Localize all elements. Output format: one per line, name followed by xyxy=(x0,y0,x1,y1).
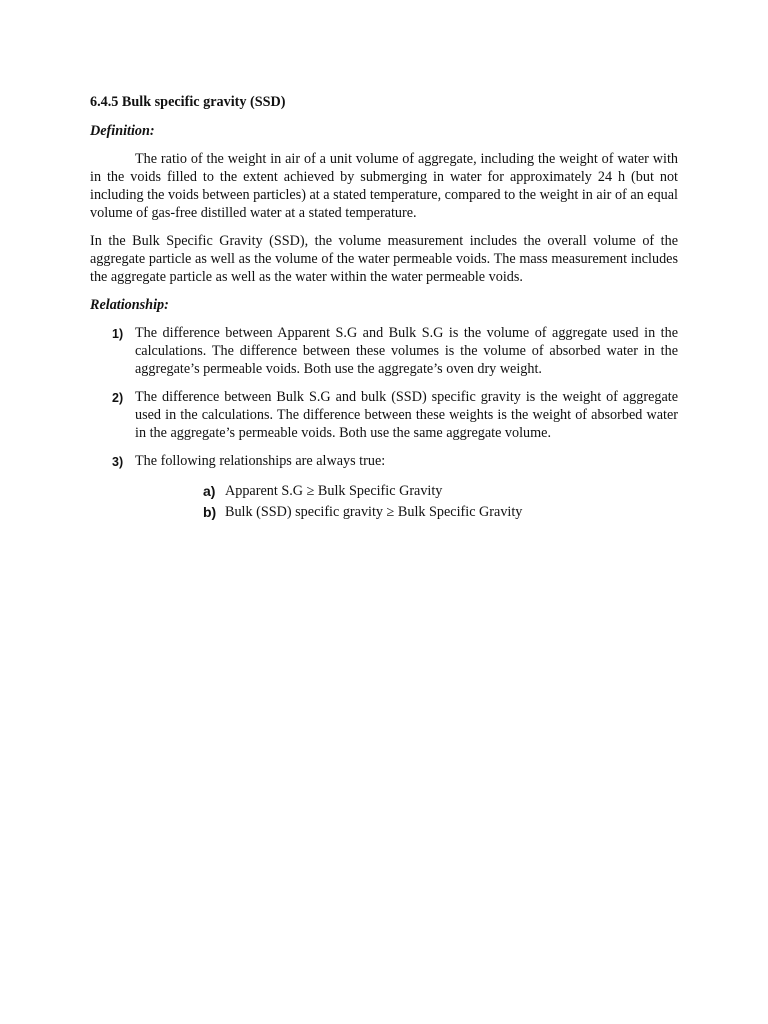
sublist-item-text: Apparent S.G ≥ Bulk Specific Gravity xyxy=(225,483,443,499)
definition-paragraph: The ratio of the weight in air of a unit volume of aggregate, including the weight of water with in the voids filled to the extent achieved by submerging in water for approximately 24 h (but not including the voids between particles) at a stated temperature, compared to the weight in air of an equal volume of gas-free distilled water at a stated temperature. xyxy=(90,151,678,221)
list-item-text: The difference between Bulk S.G and bulk (SSD) specific gravity is the weight of aggregate used in the calculations. The difference between these weights is the weight of absorbed water in the aggregate’s permeable voids. Both use the same aggregate volume. xyxy=(135,389,678,441)
sublist-item-letter: b) xyxy=(203,504,217,520)
relationship-label: Relationship: xyxy=(90,297,169,313)
sublist-item xyxy=(135,503,678,521)
list-item-number: 3) xyxy=(112,455,124,469)
relationship-sublist xyxy=(135,482,678,521)
definition-label: Definition: xyxy=(90,123,155,139)
list-item-number: 1) xyxy=(112,327,124,341)
list-item xyxy=(90,324,678,378)
document-page xyxy=(90,93,678,531)
sublist-item xyxy=(135,482,678,500)
explanation-paragraph: In the Bulk Specific Gravity (SSD), the volume measurement includes the overall volume of the aggregate particle as well as the volume of the water permeable voids. The mass measurement includes the aggregate particle as well as the water within the water permeable voids. xyxy=(90,233,678,285)
sublist-item-letter: a) xyxy=(203,483,216,499)
list-item xyxy=(90,452,678,521)
list-item xyxy=(90,388,678,442)
relationship-list xyxy=(90,324,678,521)
list-item-text: The following relationships are always true: xyxy=(135,453,386,469)
sublist-item-text: Bulk (SSD) specific gravity ≥ Bulk Specific Gravity xyxy=(225,504,523,520)
list-item-number: 2) xyxy=(112,391,124,405)
list-item-text: The difference between Apparent S.G and Bulk S.G is the volume of aggregate used in the calculations. The difference between these volumes is the volume of absorbed water in the aggregate’s permeable voids. Both use the aggregate’s oven dry weight. xyxy=(135,325,678,377)
section-heading: 6.4.5 Bulk specific gravity (SSD) xyxy=(90,94,286,110)
